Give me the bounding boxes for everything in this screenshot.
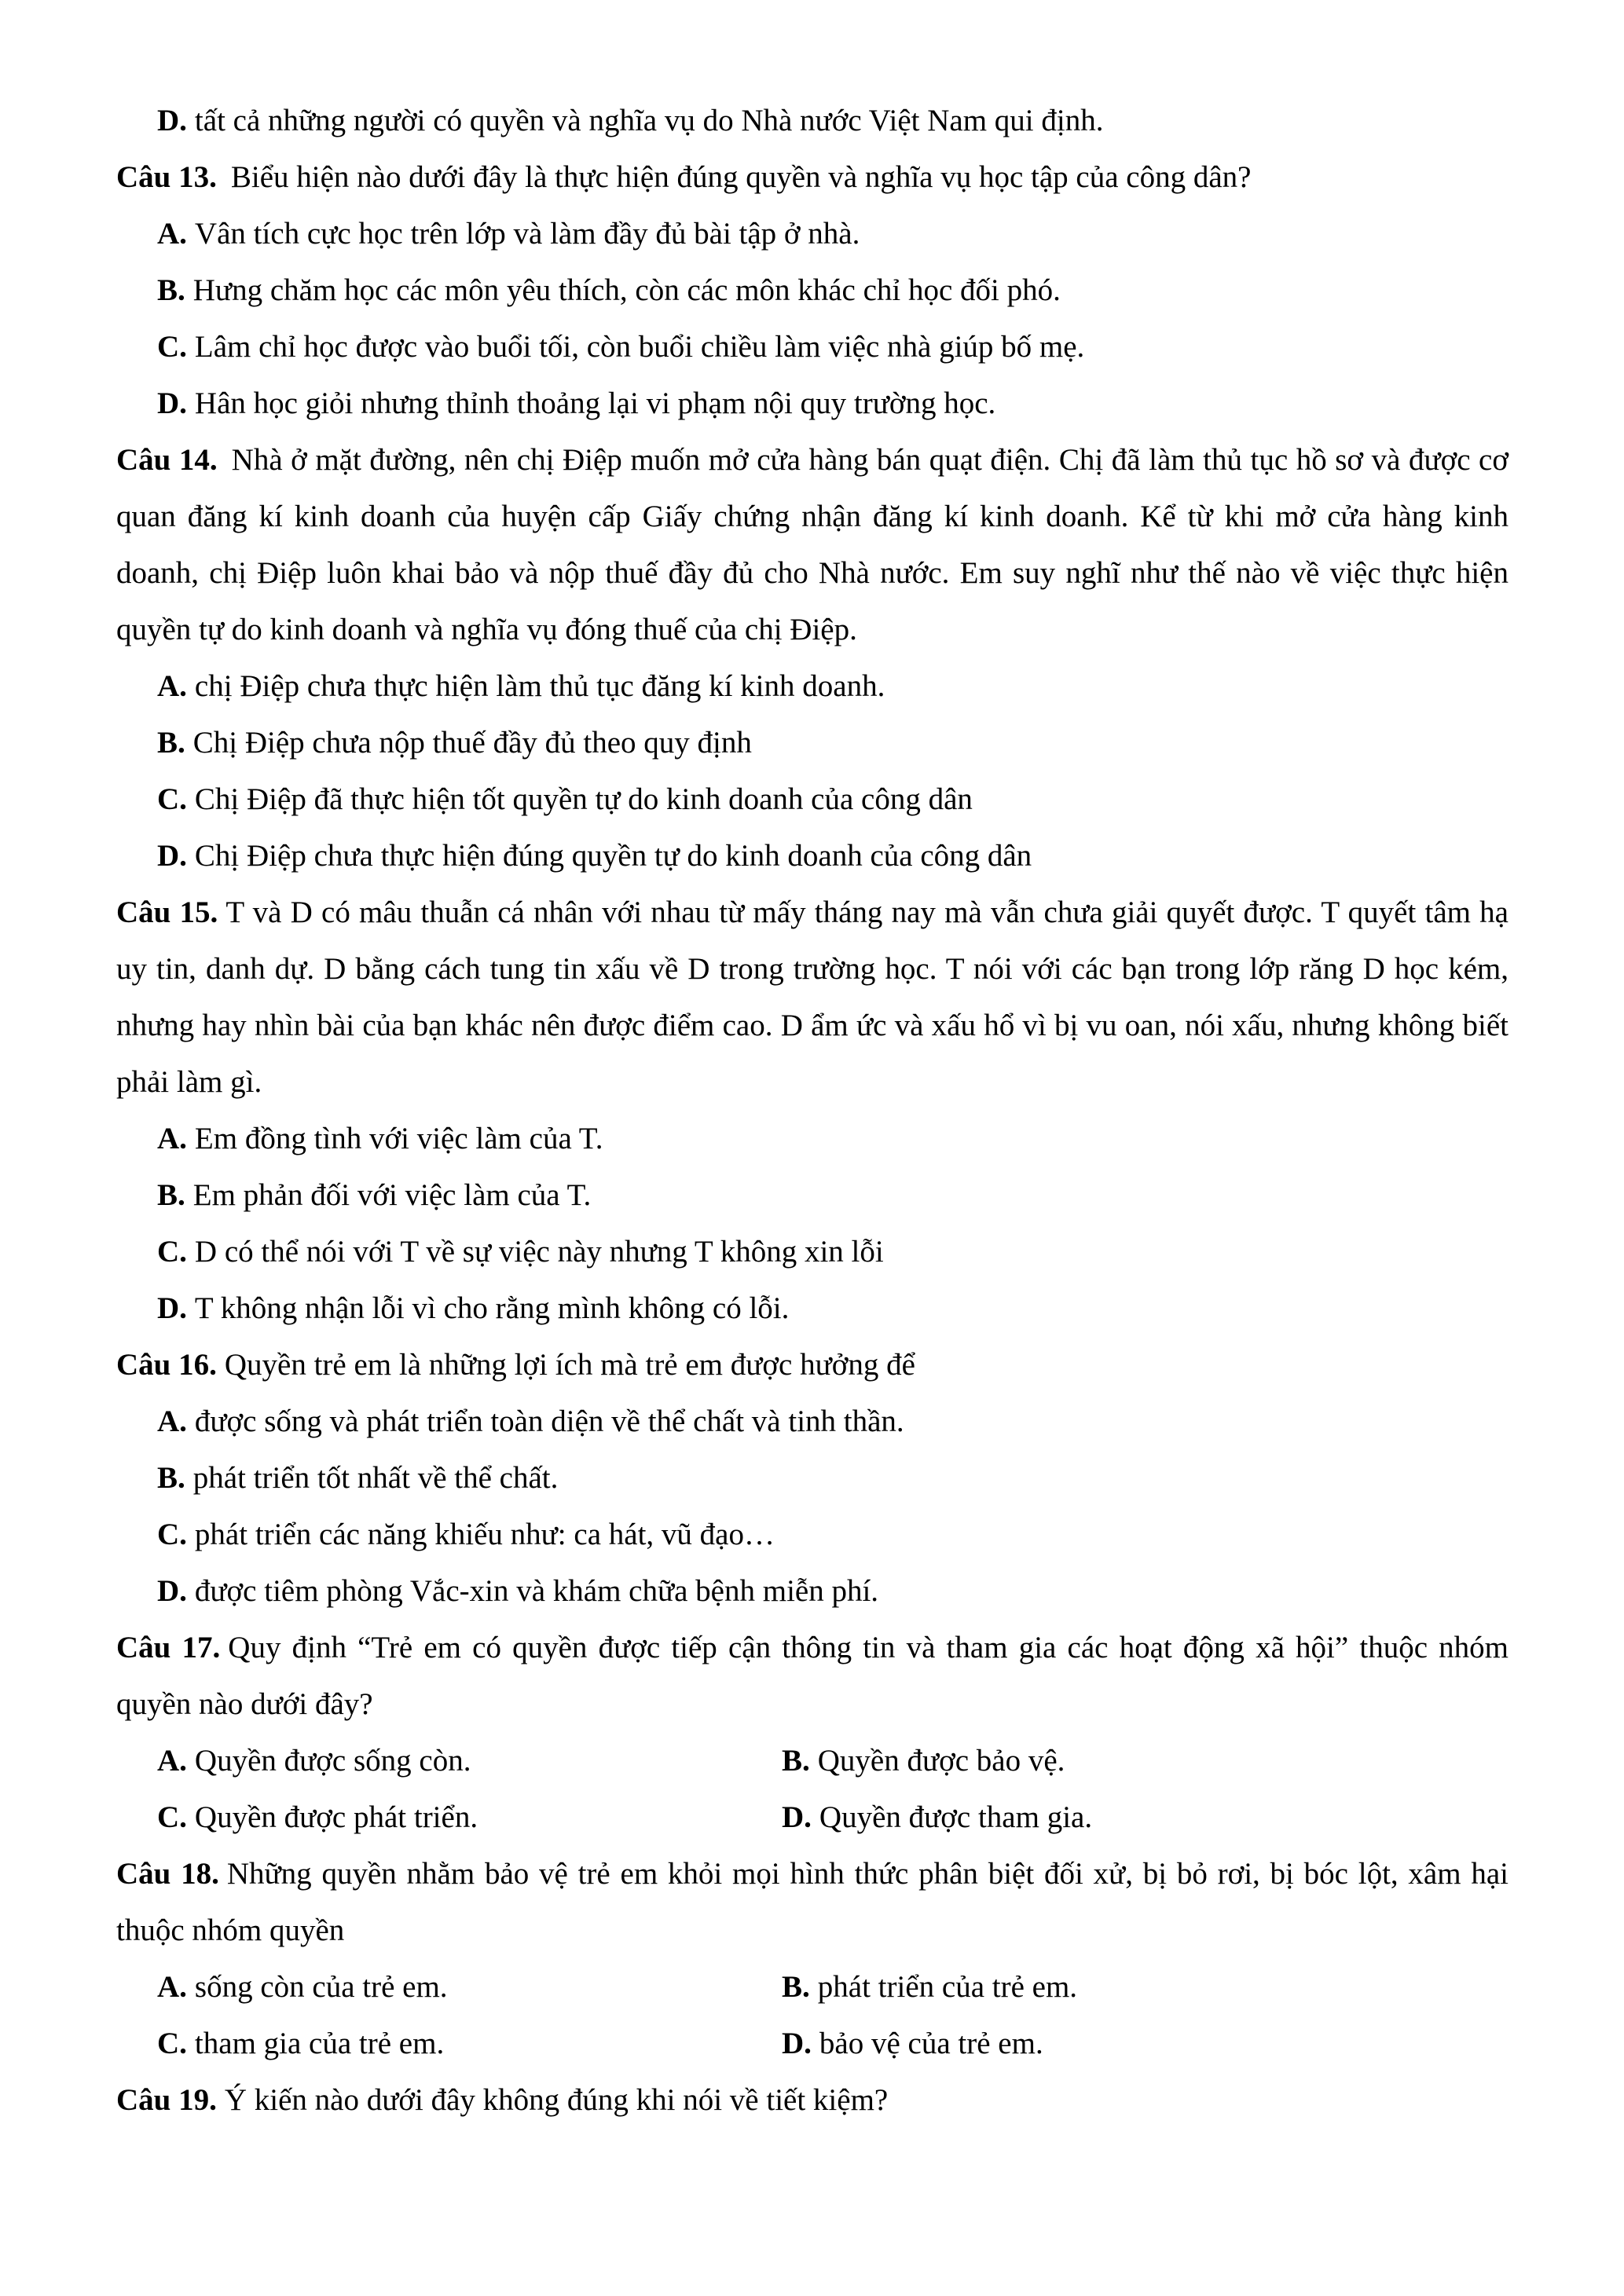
- option-label: C.: [157, 782, 187, 816]
- question-number: Câu 14.: [116, 443, 218, 477]
- question-cau-13: [116, 149, 1509, 432]
- question-cau-14: [116, 432, 1509, 884]
- option-row-cd: [116, 1789, 1509, 1846]
- option-b: [782, 1959, 1509, 2016]
- question-stem: [116, 2072, 1509, 2129]
- option-label: A.: [157, 217, 187, 251]
- option-label: B.: [157, 1178, 185, 1212]
- option-text: Hưng chăm học các môn yêu thích, còn các môn khác chỉ học đối phó.: [192, 273, 1061, 307]
- option-label: B.: [782, 1970, 810, 2004]
- question-number: Câu 17.: [116, 1631, 221, 1664]
- option-d: [782, 2016, 1509, 2072]
- option-label: A.: [157, 1404, 187, 1438]
- option-label: D.: [157, 386, 187, 420]
- option-text: Quyền được phát triển.: [194, 1800, 478, 1834]
- option-d: [782, 1789, 1509, 1846]
- option-text: được tiêm phòng Vắc-xin và khám chữa bệnh miễn phí.: [194, 1574, 879, 1608]
- option-text: sống còn của trẻ em.: [194, 1970, 448, 2004]
- option-text: Lâm chỉ học được vào buổi tối, còn buổi chiều làm việc nhà giúp bố mẹ.: [194, 330, 1085, 364]
- option-text: Chị Điệp chưa nộp thuế đầy đủ theo quy định: [192, 726, 752, 760]
- option-text: Em phản đối với việc làm của T.: [192, 1178, 592, 1212]
- question-text: Nhà ở mặt đường, nên chị Điệp muốn mở cửa hàng bán quạt điện. Chị đã làm thủ tục hồ sơ và được cơ quan đăng kí kinh doanh của huyện cấp Giấy chứng nhận đăng kí kinh doanh. Kể từ khi mở cửa hàng kinh doanh, chị Điệp luôn khai bảo và nộp thuế đầy đủ cho Nhà nước. Em suy nghĩ như thế nào về việc thực hiện quyền tự do kinh doanh và nghĩa vụ đóng thuế của chị Điệp.: [116, 443, 1509, 646]
- option-label: D.: [782, 2027, 812, 2060]
- option-text: T không nhận lỗi vì cho rằng mình không có lỗi.: [194, 1291, 790, 1325]
- option-text: Quyền được bảo vệ.: [817, 1744, 1065, 1778]
- option-d: [116, 375, 1509, 432]
- option-text: Em đồng tình với việc làm của T.: [194, 1122, 603, 1155]
- option-a: [116, 1393, 1509, 1450]
- question-cau-15: [116, 884, 1509, 1337]
- question-stem: [116, 149, 1509, 206]
- question-text: Ý kiến nào dưới đây không đúng khi nói về tiết kiệm?: [224, 2083, 889, 2117]
- option-d: [116, 828, 1509, 884]
- option-c: [157, 2016, 782, 2072]
- option-label: A.: [157, 1744, 187, 1778]
- option-text: Quyền được sống còn.: [194, 1744, 471, 1778]
- option-d: [116, 1280, 1509, 1337]
- option-row-ab: [116, 1959, 1509, 2016]
- option-text: chị Điệp chưa thực hiện làm thủ tục đăng kí kinh doanh.: [194, 669, 885, 703]
- question-cau-19: [116, 2072, 1509, 2129]
- option-label: B.: [782, 1744, 810, 1778]
- option-text: tất cả những người có quyền và nghĩa vụ do Nhà nước Việt Nam qui định.: [194, 104, 1104, 137]
- option-text: phát triển tốt nhất về thể chất.: [192, 1461, 559, 1495]
- question-stem: [116, 884, 1509, 1111]
- option-label: B.: [157, 726, 185, 760]
- option-label: C.: [157, 1800, 187, 1834]
- option-label: C.: [157, 1235, 187, 1269]
- option-label: A.: [157, 1970, 187, 2004]
- question-number: Câu 18.: [116, 1857, 219, 1891]
- option-c: [116, 319, 1509, 375]
- option-b: [116, 715, 1509, 771]
- option-label: D.: [157, 1291, 187, 1325]
- option-label: C.: [157, 1518, 187, 1551]
- option-b: [782, 1733, 1509, 1789]
- question-text: Biểu hiện nào dưới đây là thực hiện đúng quyền và nghĩa vụ học tập của công dân?: [230, 160, 1252, 194]
- question-number: Câu 13.: [116, 160, 217, 194]
- option-label: D.: [782, 1800, 812, 1834]
- option-label: D.: [157, 104, 187, 137]
- option-label: A.: [157, 669, 187, 703]
- option-a: [116, 1111, 1509, 1167]
- option-text: được sống và phát triển toàn diện về thể chất và tinh thần.: [194, 1404, 904, 1438]
- option-c: [116, 771, 1509, 828]
- question-number: Câu 16.: [116, 1348, 217, 1382]
- option-c: [116, 1224, 1509, 1280]
- question-cau-16: [116, 1337, 1509, 1620]
- option-label: B.: [157, 1461, 185, 1495]
- question-cau-18: [116, 1846, 1509, 2072]
- option-d: [116, 1563, 1509, 1620]
- option-text: Vân tích cực học trên lớp và làm đầy đủ bài tập ở nhà.: [194, 217, 860, 251]
- option-label: A.: [157, 1122, 187, 1155]
- question-number: Câu 19.: [116, 2083, 217, 2117]
- question-text: T và D có mâu thuẫn cá nhân với nhau từ mấy tháng nay mà vẫn chưa giải quyết được. T quyết tâm hạ uy tin, danh dự. D bằng cách tung tin xấu về D trong trường học. T nói với các bạn trong lớp răng D học kém, nhưng hay nhìn bài của bạn khác nên được điểm cao. D ẩm ức và xấu hổ vì bị vu oan, nói xấu, nhưng không biết phải làm gì.: [116, 895, 1509, 1099]
- option-label: C.: [157, 330, 187, 364]
- option-text: phát triển của trẻ em.: [817, 1970, 1078, 2004]
- question-text: Những quyền nhằm bảo vệ trẻ em khỏi mọi hình thức phân biệt đối xử, bị bỏ rơi, bị bóc lột, xâm hại thuộc nhóm quyền: [116, 1857, 1509, 1947]
- option-b: [116, 262, 1509, 319]
- question-text: Quyền trẻ em là những lợi ích mà trẻ em được hưởng để: [224, 1348, 915, 1382]
- option-text: tham gia của trẻ em.: [194, 2027, 445, 2060]
- question-stem: [116, 1337, 1509, 1393]
- question-number: Câu 15.: [116, 895, 218, 929]
- question-stem: [116, 432, 1509, 658]
- option-text: Hân học giỏi nhưng thỉnh thoảng lại vi phạm nội quy trường học.: [194, 386, 996, 420]
- option-row-ab: [116, 1733, 1509, 1789]
- option-text: Chị Điệp đã thực hiện tốt quyền tự do kinh doanh của công dân: [194, 782, 973, 816]
- option-label: B.: [157, 273, 185, 307]
- question-stem: [116, 1620, 1509, 1733]
- option-c: [157, 1789, 782, 1846]
- option-text: D có thể nói với T về sự việc này nhưng T không xin lỗi: [194, 1235, 884, 1269]
- option-text: Quyền được tham gia.: [819, 1800, 1093, 1834]
- question-text: Quy định “Trẻ em có quyền được tiếp cận thông tin và tham gia các hoạt động xã hội” thuộc nhóm quyền nào dưới đây?: [116, 1631, 1509, 1721]
- option-a: [157, 1959, 782, 2016]
- option-row-cd: [116, 2016, 1509, 2072]
- question-cau-17: [116, 1620, 1509, 1846]
- option-label: D.: [157, 1574, 187, 1608]
- option-text: bảo vệ của trẻ em.: [819, 2027, 1043, 2060]
- question-stem: [116, 1846, 1509, 1959]
- option-a: [116, 206, 1509, 262]
- option-a: [116, 658, 1509, 715]
- option-text: Chị Điệp chưa thực hiện đúng quyền tự do kinh doanh của công dân: [194, 839, 1032, 873]
- option-d-previous-question: [116, 93, 1509, 149]
- option-label: D.: [157, 839, 187, 873]
- option-b: [116, 1450, 1509, 1507]
- option-a: [157, 1733, 782, 1789]
- option-c: [116, 1507, 1509, 1563]
- option-text: phát triển các năng khiếu như: ca hát, vũ đạo…: [194, 1518, 775, 1551]
- option-b: [116, 1167, 1509, 1224]
- option-label: C.: [157, 2027, 187, 2060]
